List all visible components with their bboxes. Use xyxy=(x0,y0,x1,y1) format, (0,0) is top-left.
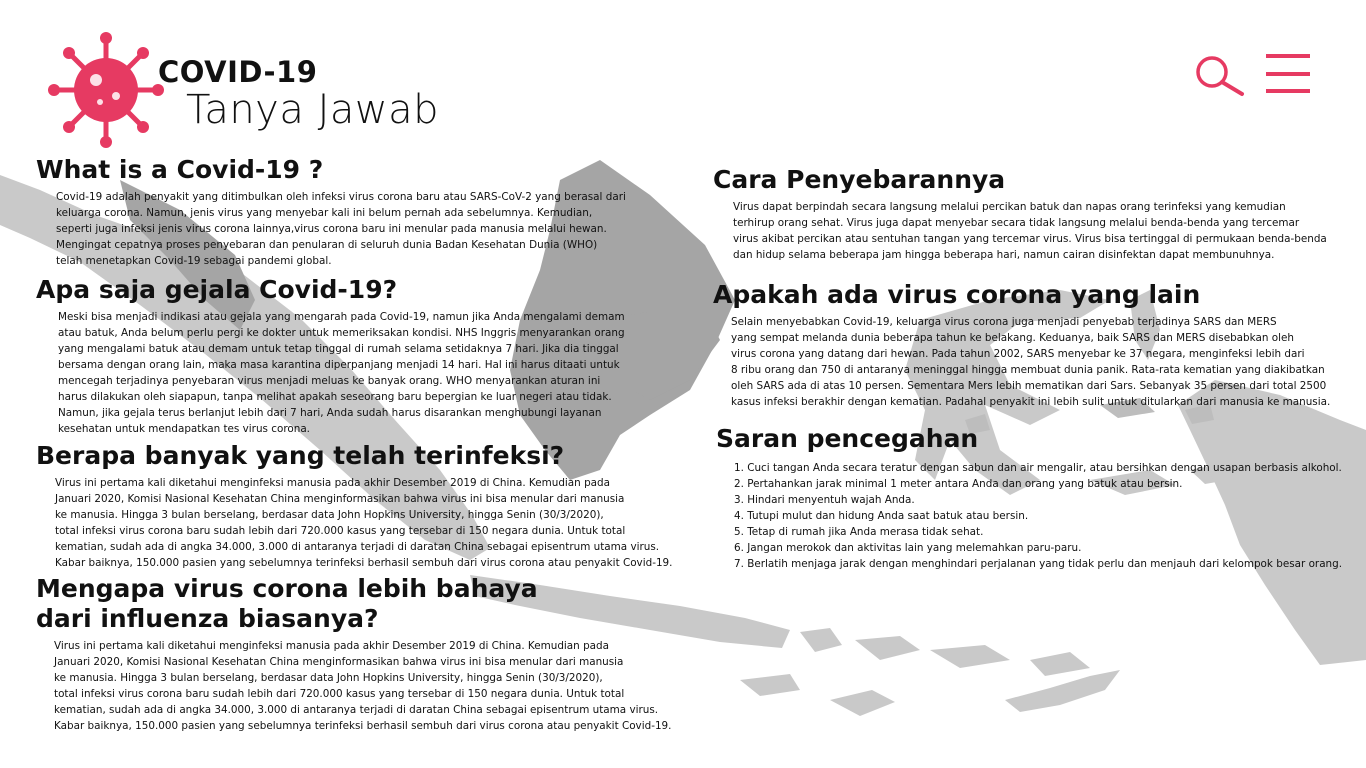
brand-subtitle: Tanya Jawab xyxy=(186,87,439,133)
island-sumba xyxy=(740,674,895,716)
list-item: 7. Berlatih menjaga jarak dengan menghindari perjalanan yang tidak perlu dan menjauh dari kelompok besar orang. xyxy=(734,558,1343,570)
brand-title: COVID-19 xyxy=(158,55,318,89)
list-item: 2. Pertahankan jarak minimal 1 meter antara Anda dan orang yang batuk atau bersin. xyxy=(734,478,1183,490)
section-title-line2: dari influenza biasanya? xyxy=(36,604,379,633)
section-lain xyxy=(713,280,1330,410)
list-item: 4. Tutupi mulut dan hidung Anda saat batuk atau bersin. xyxy=(734,510,1029,522)
section-title: Cara Penyebarannya xyxy=(713,165,1006,194)
section-title: Berapa banyak yang telah terinfeksi? xyxy=(36,441,565,470)
prevention-list xyxy=(734,460,1342,572)
list-item: 1. Cuci tangan Anda secara teratur dengan sabun dan air mengalir, atau bersihkan dengan usapan berbasis alkohol. xyxy=(734,462,1342,474)
island-nusa xyxy=(800,628,1090,676)
section-body: Virus ini pertama kali diketahui menginfeksi manusia pada akhir Desember 2019 di China. Kemudian pada Januari 2020, Komisi Nasional Kesehatan China menginformasikan bahwa virus ini bisa menular dari manusia ke manusia. Hingga 3 bulan berselang, berdasar data John Hopkins University, hingga Senin (30/3/2020), total infeksi virus corona baru sudah lebih dari 720.000 kasus yang tersebar di 150 negara dunia. Untuk total kematian, sudah ada di angka 34.000, 3.000 di antaranya terjadi di daratan China sebagai episentrum utama virus. Kabar baiknya, 150.000 pasien yang sebelumnya terinfeksi berhasil sembuh dari virus corona atau penyakit Covid-19. xyxy=(55,477,673,569)
island-timor xyxy=(1005,670,1120,712)
section-title: Apa saja gejala Covid-19? xyxy=(36,275,398,304)
section-gejala xyxy=(36,275,625,437)
list-item: 5. Tetap di rumah jika Anda merasa tidak sehat. xyxy=(734,526,984,538)
section-title: Apakah ada virus corona yang lain xyxy=(713,280,1201,309)
section-title: What is a Covid-19 ? xyxy=(36,155,324,184)
section-what-is xyxy=(36,155,626,269)
section-body: Meski bisa menjadi indikasi atau gejala yang mengarah pada Covid-19, namun jika Anda mengalami demam atau batuk, Anda belum perlu pergi ke dokter untuk memeriksakan kondisi. NHS Inggris menyarankan orang yang mengalami batuk atau demam untuk tetap tinggal di rumah selama setidaknya 7 hari. Jika dia tinggal bersama dengan orang lain, maka masa karantina diperpanjang menjadi 14 hari. Hal ini harus ditaati untuk mencegah terjadinya penyebaran virus menjadi meluas ke banyak orang. WHO menyarankan aturan ini harus dilakukan oleh siapapun, tanpa melihat apakah seseorang baru bepergian ke luar negeri atau tidak. Namun, jika gejala terus berlanjut lebih dari 7 hari, Anda sudah harus disarankan menghubungi layanan kesehatan untuk mendapatkan tes virus corona. xyxy=(58,311,625,435)
section-bahaya xyxy=(36,574,671,734)
search-button[interactable] xyxy=(1194,54,1246,98)
section-body: Selain menyebabkan Covid-19, keluarga virus corona juga menjadi penyebab terjadinya SARS dan MERS yang sempat melanda dunia beberapa tahun ke belakang. Keduanya, baik SARS dan MERS disebabkan oleh virus corona yang datang dari hewan. Pada tahun 2002, SARS menyebar ke 37 negara, menginfeksi lebih dari 8 ribu orang dan 750 di antaranya meninggal hingga membuat dunia panik. Rata-rata kematian yang diakibatkan oleh SARS ada di atas 10 persen. Sementara Mers lebih mematikan dari Sars. Sebanyak 35 persen dari total 2500 kasus infeksi berakhir dengan kematian. Padahal penyakit ini lebih sulit untuk ditularkan dari manusia ke manusia. xyxy=(731,316,1331,408)
menu-button[interactable] xyxy=(1266,54,1312,96)
section-title-line1: Mengapa virus corona lebih bahaya xyxy=(36,574,538,603)
section-body: Virus dapat berpindah secara langsung melalui percikan batuk dan napas orang terinfeksi yang kemudian terhirup orang sehat. Virus juga dapat menyebar secara tidak langsung melalui benda-benda yang tercemar virus akibat percikan atau sentuhan tangan yang tercemar virus. Virus bisa tertinggal di permukaan benda-benda dan hidup selama beberapa jam hingga beberapa hari, namun cairan disinfektan dapat membunuhnya. xyxy=(733,201,1327,261)
section-title: Saran pencegahan xyxy=(716,424,979,453)
section-pencegahan xyxy=(716,424,1342,572)
section-penyebaran xyxy=(713,165,1327,263)
search-icon xyxy=(1194,54,1246,98)
section-body: Covid-19 adalah penyakit yang ditimbulkan oleh infeksi virus corona baru atau SARS-CoV-2 yang berasal dari keluarga corona. Namun, jenis virus yang menyebar kali ini belum pernah ada sebelumnya. Kemudian, seperti juga infeksi jenis virus corona lainnya,virus corona baru ini menular pada manusia melalui hewan. Mengingat cepatnya proses penyebaran dan penularan di seluruh dunia Badan Kesehatan Dunia (WHO) telah menetapkan Covid-19 sebagai pandemi global. xyxy=(56,191,626,267)
list-item: 3. Hindari menyentuh wajah Anda. xyxy=(734,494,915,506)
list-item: 6. Jangan merokok dan aktivitas lain yang melemahkan paru-paru. xyxy=(734,542,1082,554)
section-body: Virus ini pertama kali diketahui menginfeksi manusia pada akhir Desember 2019 di China. Kemudian pada Januari 2020, Komisi Nasional Kesehatan China menginformasikan bahwa virus ini bisa menular dari manusia ke manusia. Hingga 3 bulan berselang, berdasar data John Hopkins University, hingga Senin (30/3/2020), total infeksi virus corona baru sudah lebih dari 720.000 kasus yang tersebar di 150 negara dunia. Untuk total kematian, sudah ada di angka 34.000, 3.000 di antaranya terjadi di daratan China sebagai episentrum utama virus. Kabar baiknya, 150.000 pasien yang sebelumnya terinfeksi berhasil sembuh dari virus corona atau penyakit Covid-19. xyxy=(54,640,672,732)
virus-logo-icon xyxy=(46,30,166,150)
section-terinfeksi xyxy=(36,441,672,571)
